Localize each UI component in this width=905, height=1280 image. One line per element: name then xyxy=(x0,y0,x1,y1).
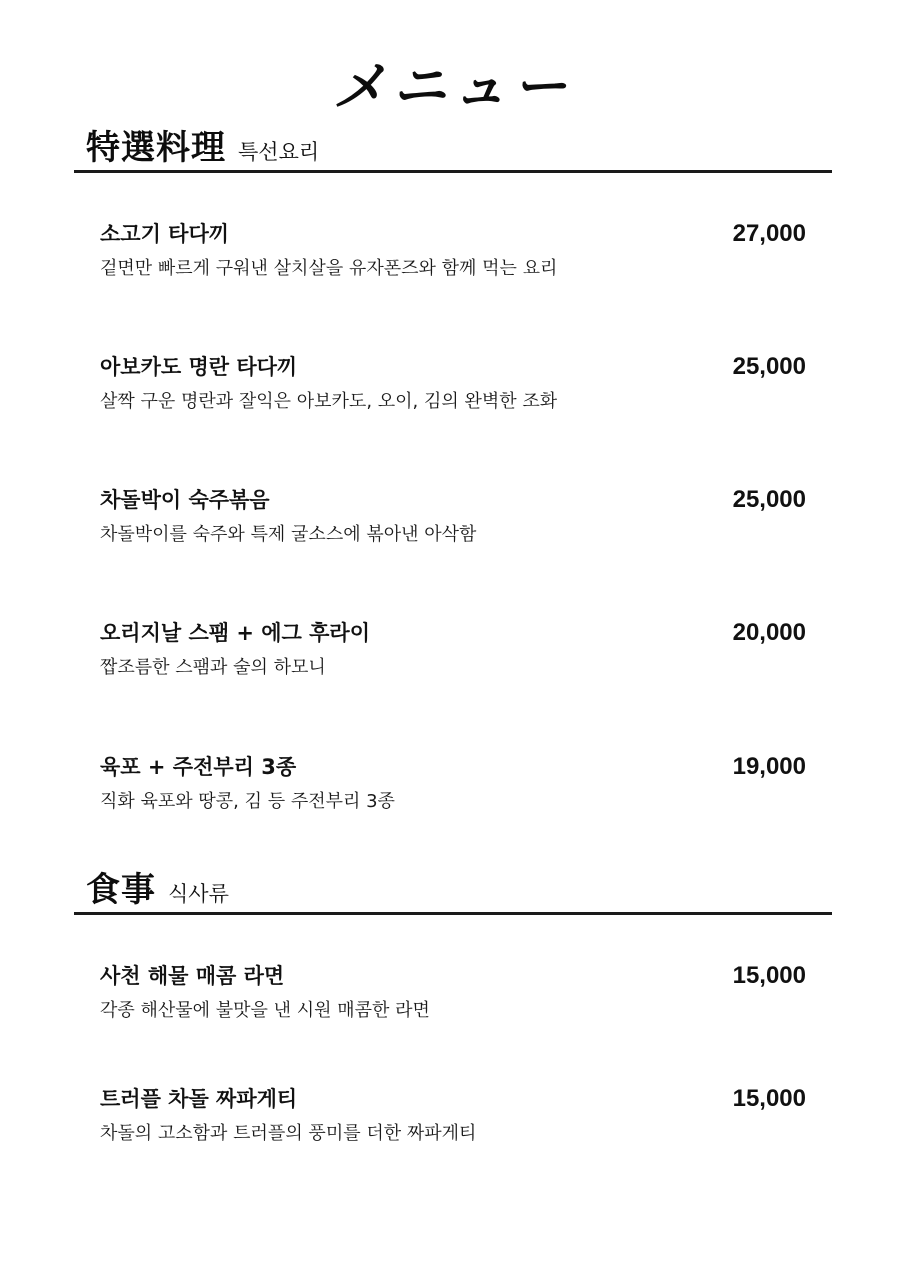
menu-item xyxy=(100,618,806,688)
menu-item-name: 아보카도 명란 타다끼 xyxy=(100,355,298,379)
menu-item-name: 육포 + 주전부리 3종 xyxy=(100,755,297,779)
menu-item-name: 사천 해물 매콤 라면 xyxy=(100,964,285,988)
section-header-meals xyxy=(86,866,229,910)
menu-item-price: 27,000 xyxy=(732,220,806,247)
menu-item-description: 짭조름한 스팸과 술의 하모니 xyxy=(100,657,326,678)
menu-item xyxy=(100,219,806,289)
menu-item-price: 19,000 xyxy=(732,753,806,780)
menu-item-price: 15,000 xyxy=(732,962,806,989)
menu-item-description: 살짝 구운 명란과 잘익은 아보카도, 오이, 김의 완벽한 조화 xyxy=(100,391,558,412)
menu-item-name: 차돌박이 숙주볶음 xyxy=(100,488,270,512)
menu-item xyxy=(100,1084,806,1154)
menu-item xyxy=(100,752,806,822)
section-divider xyxy=(74,912,832,915)
menu-item-price: 15,000 xyxy=(732,1085,806,1112)
section-title-kanji: 特選料理 xyxy=(86,128,226,168)
menu-item-name: 소고기 타다끼 xyxy=(100,222,230,246)
menu-item xyxy=(100,352,806,422)
menu-item-price: 25,000 xyxy=(732,486,806,513)
menu-item-price: 20,000 xyxy=(732,619,806,646)
menu-item xyxy=(100,961,806,1031)
section-title-kanji: 食事 xyxy=(86,870,156,910)
menu-item-description: 차돌의 고소함과 트러플의 풍미를 더한 짜파게티 xyxy=(100,1123,477,1144)
page-title: メニュー xyxy=(332,54,573,118)
menu-item-price: 25,000 xyxy=(732,353,806,380)
menu-item-name: 오리지날 스팸 + 에그 후라이 xyxy=(100,621,370,645)
menu-item-description: 차돌박이를 숙주와 특제 굴소스에 볶아낸 아삭함 xyxy=(100,524,477,545)
menu-item xyxy=(100,485,806,555)
menu-item-name: 트러플 차돌 짜파게티 xyxy=(100,1087,298,1111)
menu-item-description: 겉면만 빠르게 구워낸 살치살을 유자폰즈와 함께 먹는 요리 xyxy=(100,258,558,279)
menu-item-description: 직화 육포와 땅콩, 김 등 주전부리 3종 xyxy=(100,791,395,812)
section-header-special xyxy=(86,124,319,168)
section-title-korean: 특선요리 xyxy=(238,140,320,164)
menu-item-description: 각종 해산물에 불맛을 낸 시원 매콤한 라면 xyxy=(100,1000,430,1021)
section-title-korean: 식사류 xyxy=(168,882,229,906)
section-divider xyxy=(74,170,832,173)
